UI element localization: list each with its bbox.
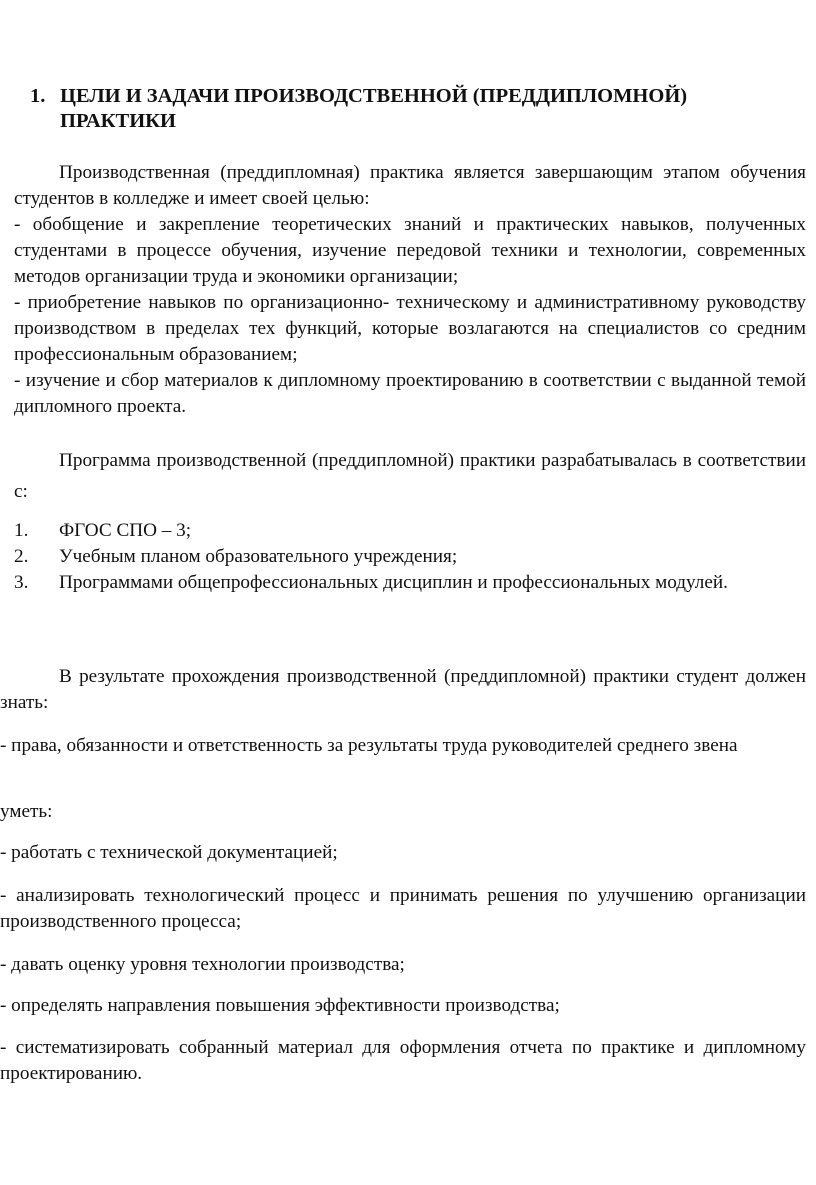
program-list — [14, 518, 806, 596]
can-item-4: - определять направления повышения эффективности производства; — [0, 995, 560, 1016]
can-label: уметь: — [0, 801, 53, 822]
can-item-1: - работать с технической документацией; — [0, 842, 338, 863]
can-item-3: - давать оценку уровня технологии производства; — [0, 954, 405, 975]
program-item-1: 1. ФГОС СПО – 3; — [14, 520, 192, 541]
goal-item-2: - приобретение навыков по организационно- техническому и административному руководству производством в пределах тех функций, которые возлагаются на специалистов со средним профессиональным образованием; — [14, 292, 806, 365]
heading-line-1: ЦЕЛИ И ЗАДАЧИ ПРОИЗВОДСТВЕННОЙ (ПРЕДДИПЛОМНОЙ) — [60, 85, 688, 107]
program-item-3: 3. Программами общепрофессиональных дисциплин и профессиональных модулей. — [14, 572, 728, 593]
program-lead: Программа производственной (преддипломной) практики разрабатывалась в соответствии с: — [14, 450, 806, 502]
heading-line-2: ПРАКТИКИ — [60, 110, 176, 132]
goal-item-1: - обобщение и закрепление теоретических знаний и практических навыков, полученных студентами в процессе обучения, изучение передовой техники и технологии, современных методов организации труда и экономики организации; — [14, 214, 806, 287]
can-item-5: - систематизировать собранный материал для оформления отчета по практике и дипломному проектированию. — [0, 1037, 806, 1084]
goal-item-3: - изучение и сбор материалов к дипломному проектированию в соответствии с выданной темой дипломного проекта. — [14, 370, 806, 417]
intro-section — [14, 160, 806, 420]
can-item-2: - анализировать технологический процесс и принимать решения по улучшению организации производственного процесса; — [0, 885, 806, 932]
intro-lead: Производственная (преддипломная) практика является завершающим этапом обучения студентов в колледже и имеет своей целью: — [14, 162, 806, 209]
know-item: - права, обязанности и ответственность за результаты труда руководителей среднего звена — [0, 735, 738, 756]
heading-number: 1. — [30, 85, 46, 107]
program-section — [14, 445, 806, 507]
result-lead: В результате прохождения производственной (преддипломной) практики студент должен знать: — [0, 666, 806, 713]
program-item-2: 2. Учебным планом образовательного учреждения; — [14, 546, 458, 567]
section-heading — [30, 84, 790, 134]
